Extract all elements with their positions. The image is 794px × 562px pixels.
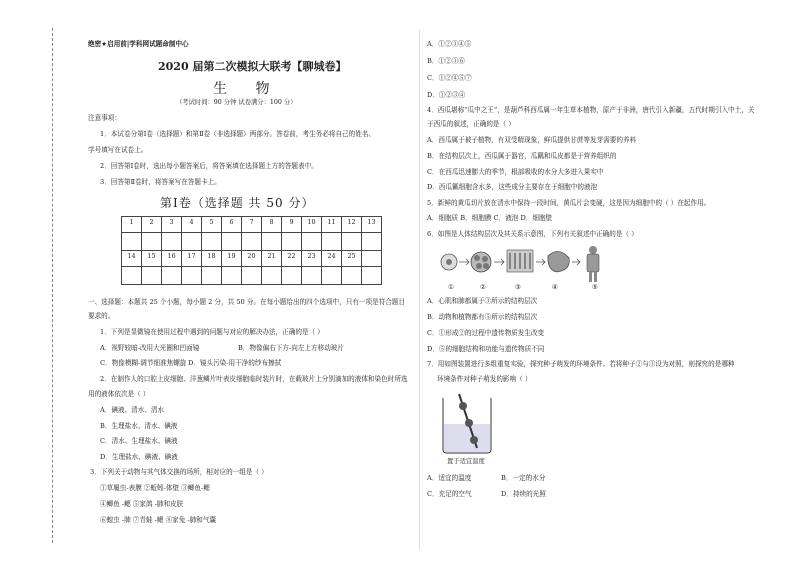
arrow-icon: [459, 259, 469, 265]
q6-label-2: ②: [480, 284, 486, 291]
answer-blank-cell[interactable]: [242, 233, 262, 251]
q6-label-5: ⑤: [592, 284, 598, 291]
notice-title: 注意事项：: [88, 114, 121, 122]
q4-option-b: B．在结构层次上，西瓜属于器官，瓜瓤和瓜皮都是于营养组织的: [427, 152, 617, 160]
answer-blank-cell[interactable]: [262, 233, 282, 251]
answer-cell-label: 6: [222, 217, 242, 233]
q3-item-line-1: ①草履虫-表膜 ②蚯蚓-体壁 ③鲫鱼-鳃: [100, 484, 210, 492]
confidential-header: 绝密★启用前|学科网试题命制中心: [88, 40, 189, 48]
answer-blank-cell[interactable]: [142, 267, 162, 285]
human-body-icon: [587, 246, 599, 282]
answer-cell-label: 14: [122, 251, 142, 267]
answer-blank-cell[interactable]: [162, 233, 182, 251]
tissue-icon: [507, 250, 533, 272]
answer-cell-label: 2: [142, 217, 162, 233]
answer-blank-cell[interactable]: [242, 267, 262, 285]
q1-option-a: A．视野较暗-改用大光圈和凹面镜: [100, 344, 200, 352]
answer-table: [121, 216, 382, 285]
cell-cluster-icon: [471, 252, 491, 272]
answer-blank-cell[interactable]: [162, 267, 182, 285]
answer-blank-cell[interactable]: [322, 233, 342, 251]
q1-option-d: D．镜头污染-用干净的纱布擦拭: [188, 359, 282, 367]
q3-option-a: A．①②③④⑤: [427, 40, 472, 48]
section-intro-cont: 要求的。: [88, 312, 115, 320]
answer-blank-cell[interactable]: [202, 267, 222, 285]
answer-cell-label: 17: [182, 251, 202, 267]
answer-blank-cell[interactable]: [202, 233, 222, 251]
answer-cell-label: 18: [202, 251, 222, 267]
q2-option-d: D．生理盐水、碘液、碘液: [100, 453, 178, 461]
subject-title: 生 物: [213, 81, 282, 97]
seed-icon: [470, 436, 478, 444]
q4-option-c: C．在西瓜迅速膨大的季节，根部吸收的水分大多进入果实中: [427, 168, 604, 176]
q3-option-b: B．①②③⑥: [427, 57, 465, 65]
answer-cell-label: [362, 251, 382, 267]
arrow-icon: [494, 259, 504, 265]
notice-3: 3．回答第Ⅱ卷时，将答案写在答题卡上。: [100, 178, 221, 186]
answer-cell-label: 1: [122, 217, 142, 233]
answer-cell-label: 10: [302, 217, 322, 233]
seed-icon: [465, 419, 473, 427]
answer-blank-cell[interactable]: [322, 267, 342, 285]
q3-stem: 3．下列关于动物与其气体交换的场所，相对应的一组是（ ）: [90, 468, 268, 476]
q6-stem: 6．如图是人体结构层次及其关系示意图，下列有关叙述中正确的是（ ）: [427, 230, 638, 238]
q7-stem: 7．用如图装置进行多组重复实验，探究种子萌发的环境条件。若将种子②与③设为对照，则探究的是哪种: [427, 360, 735, 368]
binding-cut-line: [52, 28, 53, 543]
answer-blank-cell[interactable]: [362, 267, 382, 285]
section-1-title: 第Ⅰ卷（选择题 共 50 分）: [160, 196, 315, 210]
answer-cell-label: 16: [162, 251, 182, 267]
q1-option-c: C．物像模糊-调节细准焦螺旋: [100, 359, 187, 367]
q1-stem: 1．下列是显微镜在使用过程中遇到的问题与对应的解决办法，正确的是（ ）: [100, 328, 324, 336]
answer-cell-label: 20: [242, 251, 262, 267]
answer-cell-label: 4: [182, 217, 202, 233]
q3-option-d: D．①②③④: [427, 91, 466, 99]
q4-stem-cont: 于西瓜的叙述，正确的是（ ）: [427, 120, 515, 128]
answer-cell-label: 7: [242, 217, 262, 233]
notice-2: 2．回答第Ⅰ卷时，选出每小题答案后，将答案填在选择题上方的答题表中。: [100, 162, 318, 170]
page-center-divider: [419, 30, 420, 550]
q7-stem-cont: 环境条件对种子萌发的影响（ ）: [437, 375, 532, 383]
q6-label-4: ④: [552, 284, 558, 291]
answer-cell-label: 19: [222, 251, 242, 267]
answer-cell-label: 15: [142, 251, 162, 267]
answer-cell-label: 8: [262, 217, 282, 233]
answer-blank-cell[interactable]: [282, 233, 302, 251]
answer-blank-cell[interactable]: [142, 233, 162, 251]
arrow-icon: [536, 259, 545, 265]
exam-time-info: （考试时间：90 分钟 试卷满分：100 分）: [176, 99, 297, 106]
notice-1-cont: 学号填写在试卷上。: [88, 146, 148, 154]
answer-blank-cell[interactable]: [302, 233, 322, 251]
answer-blank-cell[interactable]: [342, 233, 362, 251]
answer-blank-cell[interactable]: [222, 233, 242, 251]
q7-option-d: D．持续的光照: [501, 490, 546, 498]
answer-cell-label: 13: [362, 217, 382, 233]
answer-blank-cell[interactable]: [342, 267, 362, 285]
q2-option-a: A．碘液、清水、清水: [100, 406, 165, 414]
arrow-icon: [572, 259, 580, 265]
answer-blank-cell[interactable]: [122, 233, 142, 251]
answer-cell-label: 23: [302, 251, 322, 267]
answer-cell-label: 9: [282, 217, 302, 233]
answer-blank-cell[interactable]: [122, 267, 142, 285]
organ-icon: [548, 251, 569, 272]
q5-stem: 5．新鲜的黄瓜切片放在清水中保持一段时间，黄瓜片会变硬，这是因为细胞中的（ ）在起作用。: [427, 199, 711, 207]
answer-table-number-row: [122, 251, 382, 267]
q2-stem-cont: 用的液体依次是（ ）: [88, 390, 150, 398]
q7-option-b: B．一定的水分: [501, 474, 546, 482]
answer-blank-cell[interactable]: [182, 233, 202, 251]
notice-1: 1．本试卷分第Ⅰ卷（选择题）和第Ⅱ卷（非选择题）两部分。答卷前，考生务必将自己的姓名、: [100, 130, 376, 138]
answer-cell-label: 22: [282, 251, 302, 267]
answer-table-number-row: [122, 217, 382, 233]
answer-blank-cell[interactable]: [182, 267, 202, 285]
answer-cell-label: 11: [322, 217, 342, 233]
q6-label-3: ③: [515, 284, 521, 291]
q6-option-b: B．动物和植物都有⑤所示的结构层次: [427, 313, 538, 321]
answer-cell-label: 5: [202, 217, 222, 233]
q4-stem: 4．西瓜堪称“瓜中之王”，是葫芦科西瓜属一年生草本植物，原产于非洲，唐代引入新疆，五代时期引入中土，关: [427, 106, 755, 114]
q4-option-a: A．西瓜属于被子植物，有双受精现象，鲜瓜提供甘蔗等发芽需要的养料: [427, 136, 637, 144]
q6-option-c: C．①形成②的过程中遗传物质发生改变: [427, 329, 545, 337]
exam-title: 2020 届第二次模拟大联考【聊城卷】: [158, 60, 347, 73]
q1-option-b: B．物像偏右下方-向左上方移动玻片: [238, 344, 344, 352]
q7-figure-caption: 置于适宜温度: [447, 458, 485, 465]
q2-stem: 2．在制作人的口腔上皮细胞、洋葱鳞片叶表皮细胞临时装片时，在载玻片上分别滴加的液体和染色时所选: [100, 375, 408, 383]
answer-cell-label: 25: [342, 251, 362, 267]
section-intro: 一、选择题：本题共 25 个小题，每小题 2 分，共 50 分。在每小题给出的四个选项中，只有一项是符合题目: [88, 298, 406, 306]
q6-label-1: ①: [448, 284, 454, 291]
answer-cell-label: 24: [322, 251, 342, 267]
q4-option-d: D．西瓜瓤细胞含水多，这些成分主要存在于细胞中的液泡: [427, 183, 598, 191]
q2-option-c: C．清水、生理盐水、碘液: [100, 437, 178, 445]
answer-cell-label: 12: [342, 217, 362, 233]
answer-blank-cell[interactable]: [362, 233, 382, 251]
seed-icon: [459, 402, 467, 410]
answer-blank-cell[interactable]: [222, 267, 242, 285]
body-structure-levels-diagram: [437, 244, 607, 294]
q6-option-d: D．⑤的细胞结构和功能与遗传物质不同: [427, 345, 545, 353]
q6-option-a: A．心肌和肺都属于③所示的结构层次: [427, 297, 538, 305]
answer-table-blank-row: [122, 233, 382, 251]
answer-blank-cell[interactable]: [302, 267, 322, 285]
answer-blank-cell[interactable]: [282, 267, 302, 285]
q3-item-line-2: ④鲫鱼 -鳃 ⑤家鸽 -肺和皮肤: [100, 500, 184, 508]
seed-germination-beaker-diagram: [437, 390, 497, 455]
q7-option-a: A．适宜的温度: [427, 474, 472, 482]
q5-options: A．细胞质 B．细胞膜 C．液泡 D．细胞壁: [427, 214, 553, 222]
q7-option-c: C．充足的空气: [427, 490, 472, 498]
q2-option-b: B．生理盐水、清水、碘液: [100, 422, 178, 430]
answer-cell-label: 3: [162, 217, 182, 233]
q3-option-c: C．①②④⑤⑦: [427, 74, 472, 82]
answer-table-blank-row: [122, 267, 382, 285]
q3-item-line-3: ⑥蝗虫 -肺 ⑦青蛙 -鳃 ⑧家兔 -肺和气囊: [100, 516, 217, 524]
water-fill: [444, 424, 490, 452]
answer-blank-cell[interactable]: [262, 267, 282, 285]
cell-icon: [441, 254, 457, 270]
answer-cell-label: 21: [262, 251, 282, 267]
